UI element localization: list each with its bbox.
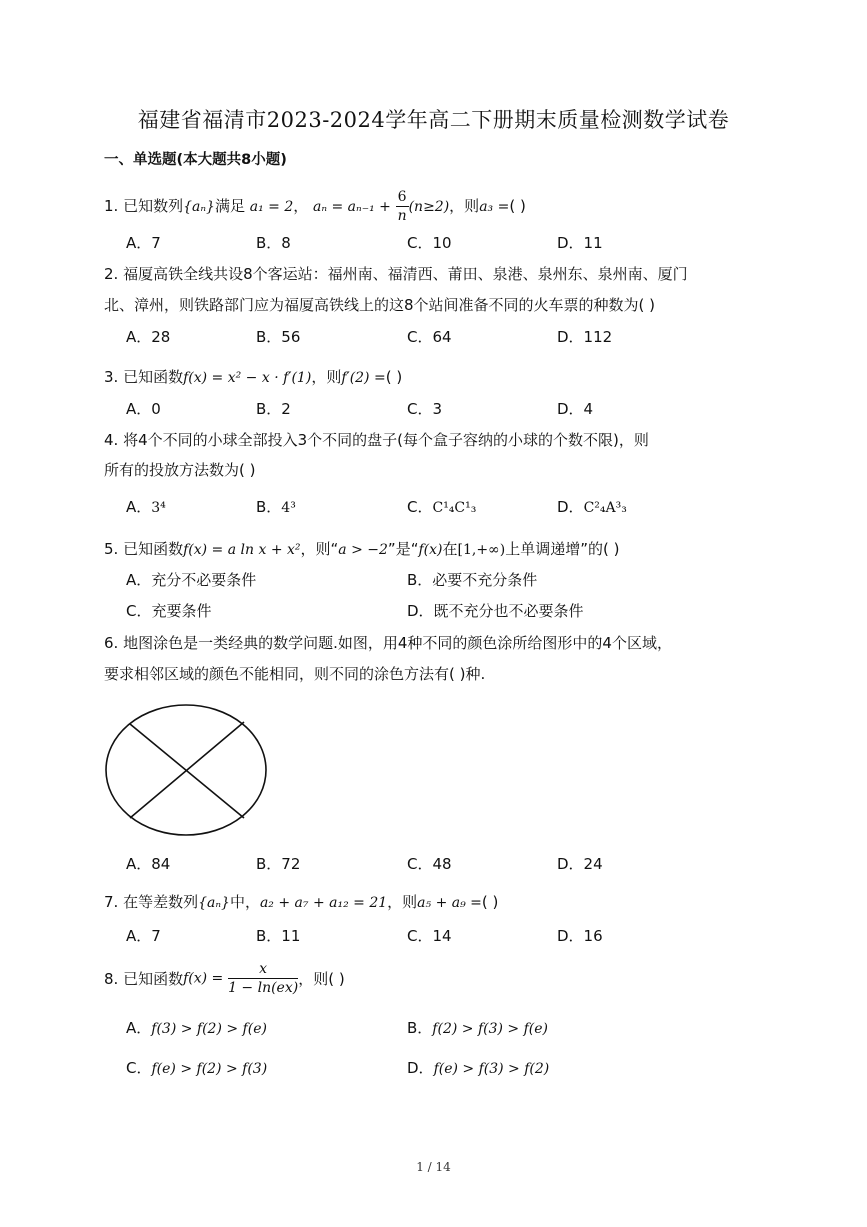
q1-option-a[interactable]: A．7 bbox=[126, 234, 161, 252]
q6-option-a[interactable]: A．84 bbox=[126, 855, 171, 873]
q4-option-a[interactable]: A．3⁴ bbox=[126, 498, 166, 516]
q7-option-b[interactable]: B．11 bbox=[256, 927, 301, 945]
q2-option-d[interactable]: D．112 bbox=[557, 328, 613, 346]
q1-option-d[interactable]: D．11 bbox=[557, 234, 603, 252]
q4-option-c[interactable]: C．C¹₄C¹₃ bbox=[407, 498, 477, 516]
page-number: 1 / 14 bbox=[416, 1160, 451, 1174]
q7-option-c[interactable]: C．14 bbox=[407, 927, 452, 945]
question-8: 8. 已知函数f(x) = $\frac{x}{1 - \ln(ex)}$ ，则( ) bbox=[104, 961, 345, 996]
map-coloring-figure bbox=[104, 702, 270, 842]
q6-option-c[interactable]: C．48 bbox=[407, 855, 452, 873]
q3-option-d[interactable]: D．4 bbox=[557, 400, 594, 418]
q4-option-d[interactable]: D．C²₄A³₃ bbox=[557, 498, 627, 516]
q6-option-b[interactable]: B．72 bbox=[256, 855, 301, 873]
fraction: $\frac{x}{1 - \ln(ex)}$ bbox=[228, 961, 299, 996]
fraction: $\frac{6}{n}$ bbox=[397, 189, 407, 224]
q5-option-c[interactable]: C．充要条件 bbox=[126, 602, 212, 620]
question-4-line-1: 4. 将4个不同的小球全部投入3个不同的盘子(每个盒子容纳的小球的个数不限)，则 bbox=[104, 431, 649, 449]
question-6-line-1: 6. 地图涂色是一类经典的数学问题.如图，用4种不同的颜色涂所给图形中的4个区域， bbox=[104, 634, 672, 652]
q3-option-c[interactable]: C．3 bbox=[407, 400, 443, 418]
q7-option-d[interactable]: D．16 bbox=[557, 927, 603, 945]
q8-option-d[interactable]: D．f(e) > f(3) > f(2) bbox=[407, 1059, 550, 1077]
q3-option-a[interactable]: A．0 bbox=[126, 400, 161, 418]
q1-option-b[interactable]: B．8 bbox=[256, 234, 291, 252]
question-2-line-1: 2. 福厦高铁全线共设8个客运站：福州南、福清西、莆田、泉港、泉州东、泉州南、厦门 bbox=[104, 265, 688, 283]
question-7: 7. 在等差数列{aₙ}中，a₂ + a₇ + a₁₂ = 21，则a₅ + a₉ =( ) bbox=[104, 893, 499, 911]
section-heading: 一、单选题(本大题共8小题) bbox=[104, 152, 287, 168]
q2-option-a[interactable]: A．28 bbox=[126, 328, 171, 346]
q7-option-a[interactable]: A．7 bbox=[126, 927, 161, 945]
q5-option-b[interactable]: B．必要不充分条件 bbox=[407, 571, 538, 589]
question-6-line-2: 要求相邻区域的颜色不能相同，则不同的涂色方法有( )种. bbox=[104, 665, 486, 683]
question-3: 3. 已知函数f(x) = x² − x · f′(1)，则f′(2) =( ) bbox=[104, 368, 403, 386]
q5-option-d[interactable]: D．既不充分也不必要条件 bbox=[407, 602, 584, 620]
q5-option-a[interactable]: A．充分不必要条件 bbox=[126, 571, 257, 589]
q8-option-a[interactable]: A．f(3) > f(2) > f(e) bbox=[126, 1019, 267, 1037]
q2-option-c[interactable]: C．64 bbox=[407, 328, 452, 346]
question-5: 5. 已知函数f(x) = a ln x + x²，则“a > −2”是“f(x)在[1,+∞)上单调递增”的( ) bbox=[104, 540, 620, 558]
q8-option-c[interactable]: C．f(e) > f(2) > f(3) bbox=[126, 1059, 268, 1077]
q4-option-b[interactable]: B．4³ bbox=[256, 498, 296, 516]
q6-option-d[interactable]: D．24 bbox=[557, 855, 603, 873]
question-1: 1. 已知数列{aₙ}满足 a₁ = 2， aₙ = aₙ₋₁ + $\frac{6}{n}$ (n≥2)，则a₃ =( ) bbox=[104, 189, 526, 224]
question-2-line-2: 北、漳州，则铁路部门应为福厦高铁线上的这8个站间准备不同的火车票的种数为( ) bbox=[104, 296, 656, 314]
q2-option-b[interactable]: B．56 bbox=[256, 328, 301, 346]
question-4-line-2: 所有的投放方法数为( ) bbox=[104, 461, 256, 479]
q8-option-b[interactable]: B．f(2) > f(3) > f(e) bbox=[407, 1019, 548, 1037]
q3-option-b[interactable]: B．2 bbox=[256, 400, 291, 418]
circle-figure bbox=[104, 702, 270, 838]
page-title: 福建省福清市2023-2024学年高二下册期末质量检测数学试卷 bbox=[137, 108, 730, 132]
q1-option-c[interactable]: C．10 bbox=[407, 234, 452, 252]
